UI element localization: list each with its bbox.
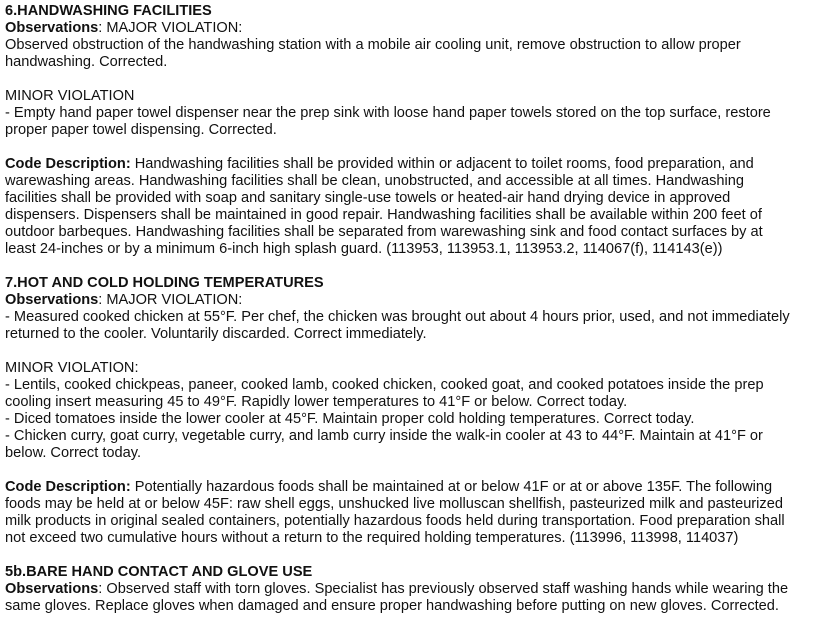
section-hot-cold-holding bbox=[5, 275, 807, 547]
section-handwashing-facilities bbox=[5, 3, 807, 258]
minor-violation-text: - Lentils, cooked chickpeas, paneer, cooked lamb, cooked chicken, cooked goat, and cooked potatoes inside the prep cooling insert measuring 45 to 49°F. Rapidly lower temperatures to 41°F or below. Correct today. - Diced tomatoes inside the lower cooler at 45°F. Maintain proper cold holding temperatures. Correct today. - Chicken curry, goat curry, vegetable curry, and lamb curry inside the walk-in cooler at 43 to 44°F. Maintain at 41°F or below. Correct today. bbox=[5, 377, 764, 461]
code-description-label: Code Description: bbox=[5, 156, 131, 172]
section-title: 7.HOT AND COLD HOLDING TEMPERATURES bbox=[5, 275, 324, 291]
code-description bbox=[5, 156, 807, 258]
code-description-label: Code Description: bbox=[5, 479, 131, 495]
major-violation-label: : MAJOR VIOLATION: bbox=[98, 20, 243, 36]
minor-violation-label: MINOR VIOLATION bbox=[5, 88, 135, 104]
major-violation-text: Observed obstruction of the handwashing station with a mobile air cooling unit, remove obstruction to allow proper handwashing. Corrected. bbox=[5, 37, 741, 70]
observations-line bbox=[5, 20, 807, 37]
observations-label: Observations bbox=[5, 20, 99, 36]
observations-line bbox=[5, 292, 807, 309]
observations-label: Observations bbox=[5, 292, 99, 308]
observations-label: Observations bbox=[5, 581, 99, 597]
major-violation-text: - Measured cooked chicken at 55°F. Per chef, the chicken was brought out about 4 hours prior, used, and not immediately returned to the cooler. Voluntarily discarded. Correct immediately. bbox=[5, 309, 790, 342]
code-description-text: Handwashing facilities shall be provided within or adjacent to toilet rooms, food preparation, and warewashing areas. Handwashing facilities shall be clean, unobstructed, and accessible at all times. Handwashing facilities shall be provided with soap and sanitary single-use towels or heated-air hand drying device in approved dispensers. Dispensers shall be maintained in good repair. Handwashing facilities shall be available within 200 feet of outdoor barbeques. Handwashing facilities shall be separated from warewashing sink and food contact surfaces by at least 24-inches or by a minimum 6-inch high splash guard. (113953, 113953.1, 113953.2, 114067(f), 114143(e)) bbox=[5, 156, 763, 257]
code-description bbox=[5, 479, 807, 547]
section-title: 5b.BARE HAND CONTACT AND GLOVE USE bbox=[5, 564, 313, 580]
minor-violation-label: MINOR VIOLATION: bbox=[5, 360, 139, 376]
code-description-text: Potentially hazardous foods shall be maintained at or below 41F or at or above 135F. The following foods may be held at or below 45F: raw shell eggs, unshucked live molluscan shellfish, pasteurized milk and pasteurized milk products in original sealed containers, potentially hazardous foods held during transportation. Food preparation shall not exceed two cumulative hours without a return to the required holding temperatures. (113996, 113998, 114037) bbox=[5, 479, 785, 546]
section-bare-hand-contact bbox=[5, 564, 807, 615]
major-violation-label: : MAJOR VIOLATION: bbox=[98, 292, 243, 308]
minor-violation-text: - Empty hand paper towel dispenser near the prep sink with loose hand paper towels stored on the top surface, restore proper paper towel dispensing. Corrected. bbox=[5, 105, 771, 138]
section-title: 6.HANDWASHING FACILITIES bbox=[5, 3, 212, 19]
observations-text: : Observed staff with torn gloves. Specialist has previously observed staff washing hands while wearing the same gloves. Replace gloves when damaged and ensure proper handwashing before putting on new gloves. Corrected. bbox=[5, 581, 789, 614]
observations-paragraph bbox=[5, 581, 807, 615]
